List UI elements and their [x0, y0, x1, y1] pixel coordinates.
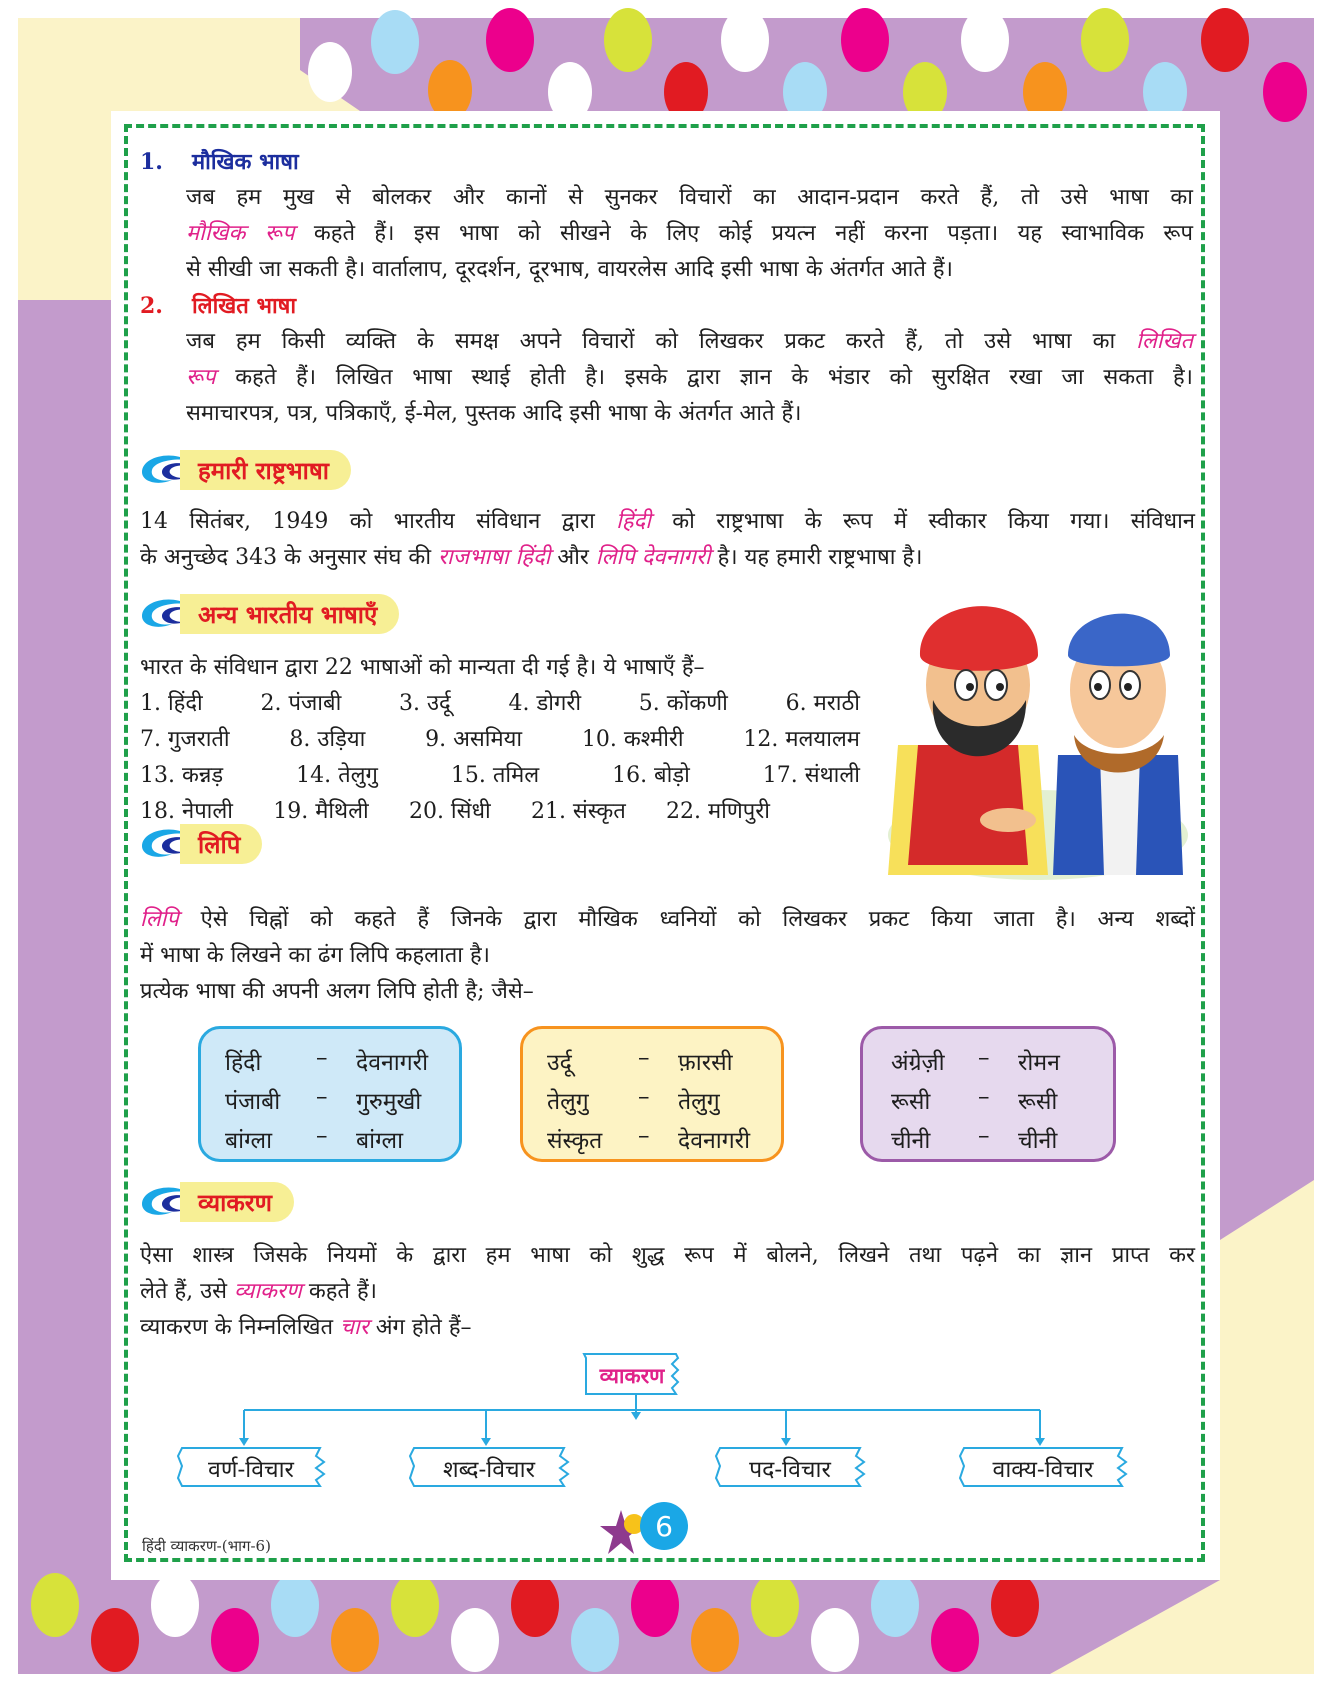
section2-line3: समाचारपत्र, पत्र, पत्रिकाएँ, ई-मेल, पुस्तक आदि इसी भाषा के अंतर्गत आते हैं। — [186, 401, 802, 426]
heading-other-label: अन्य भारतीय भाषाएँ — [180, 594, 399, 634]
section1-heading — [140, 144, 1195, 181]
language-item: 2. पंजाबी — [260, 691, 342, 716]
script-box-2: उर्दू – फ़ारसी तेलुगु – तेलुगु संस्कृत – देवनागरी — [520, 1026, 784, 1162]
section2-title: लिखित भाषा — [191, 293, 297, 319]
language-item: 12. मलयालम — [743, 727, 860, 752]
language-item: 6. मराठी — [785, 691, 860, 716]
grammar-line1: ऐसा शास्त्र जिसके नियमों के द्वारा हम भाषा को शुद्ध रूप में बोलने, लिखने तथा पढ़ने का ज्ञान प्राप्त कर — [140, 1243, 1195, 1268]
languages-row-3 — [140, 758, 860, 794]
tree-child-3: पद-विचार — [749, 1457, 831, 1483]
section1-line1: जब हम मुख से बोलकर और कानों से सुनकर विचारों का आदान-प्रदान करते हैं, तो उसे भाषा का — [186, 185, 1193, 210]
tree-child-1: वर्ण-विचार — [208, 1457, 294, 1483]
script-box-1: हिंदी – देवनागरी पंजाबी – गुरुमुखी बांग्ला – बांग्ला — [198, 1026, 462, 1162]
grammar-line2: लेते हैं, उसे व्याकरण कहते हैं। — [140, 1279, 377, 1304]
language-item: 18. नेपाली — [140, 799, 233, 824]
heading-grammar-label: व्याकरण — [180, 1182, 294, 1222]
language-item: 7. गुजराती — [140, 727, 230, 752]
section1-line2: मौखिक रूप कहते हैं। इस भाषा को सीखने के लिए कोई प्रयत्न नहीं करना पड़ता। यह स्वाभाविक रूप — [186, 221, 1194, 246]
heading-national-label: हमारी राष्ट्रभाषा — [180, 450, 351, 490]
languages-row-1 — [140, 686, 860, 722]
grammar-line3: व्याकरण के निम्नलिखित चार अंग होते हैं– — [140, 1315, 472, 1340]
turbaned-men-illustration — [878, 585, 1190, 885]
oral-form-highlight: मौखिक रूप — [186, 221, 295, 246]
language-item: 17. संथाली — [762, 763, 860, 788]
section2-line1: जब हम किसी व्यक्ति के समक्ष अपने विचारों को लिखकर प्रकट करते हैं, तो उसे भाषा का लिखित — [186, 329, 1193, 354]
language-item: 16. बोड़ो — [612, 763, 690, 788]
language-item: 22. मणिपुरी — [666, 799, 770, 824]
section2-heading — [140, 288, 1195, 325]
language-item: 13. कन्नड़ — [140, 763, 224, 788]
language-item: 8. उड़िया — [289, 727, 366, 752]
section1-number: 1. — [140, 149, 163, 175]
tree-child-2: शब्द-विचार — [443, 1457, 535, 1483]
other-intro: भारत के संविधान द्वारा 22 भाषाओं को मान्यता दी गई है। ये भाषाएँ हैं– — [140, 655, 705, 680]
language-item: 15. तमिल — [450, 763, 540, 788]
page-number: 6 — [640, 1502, 688, 1550]
tree-root: व्याकरण — [599, 1363, 665, 1388]
heading-script-label: लिपि — [180, 824, 262, 864]
language-item: 10. कश्मीरी — [581, 727, 684, 752]
script-line3: प्रत्येक भाषा की अपनी अलग लिपि होती है; जैसे– — [140, 979, 534, 1004]
heading-other-languages — [138, 592, 399, 636]
tree-child-4: वाक्य-विचार — [992, 1457, 1094, 1483]
section2-number: 2. — [140, 293, 163, 319]
language-item: 3. उर्दू — [399, 691, 451, 716]
language-item: 20. सिंधी — [408, 799, 491, 824]
languages-row-2 — [140, 722, 860, 758]
heading-grammar — [138, 1180, 294, 1224]
written-highlight: लिखित — [1136, 329, 1193, 354]
language-item: 4. डोगरी — [508, 691, 582, 716]
language-item: 5. कोंकणी — [638, 691, 728, 716]
section1-title: मौखिक भाषा — [191, 149, 299, 175]
heading-national-language — [138, 448, 351, 492]
script-box-3: अंग्रेज़ी – रोमन रूसी – रूसी चीनी – चीनी — [860, 1026, 1116, 1162]
language-item: 14. तेलुगु — [296, 763, 378, 788]
script-line1: लिपि ऐसे चिह्नों को कहते हैं जिनके द्वारा मौखिक ध्वनियों को लिखकर प्रकट किया जाता है। अन्य शब्दों — [140, 907, 1195, 932]
national-line2: के अनुच्छेद 343 के अनुसार संघ की राजभाषा हिंदी और लिपि देवनागरी है। यह हमारी राष्ट्रभाषा है। — [140, 545, 923, 570]
national-line1: 14 सितंबर, 1949 को भारतीय संविधान द्वारा हिंदी को राष्ट्रभाषा के रूप में स्वीकार किया गया। संविधान — [140, 509, 1195, 534]
section1-line3: से सीखी जा सकती है। वार्तालाप, दूरदर्शन, दूरभाष, वायरलेस आदि इसी भाषा के अंतर्गत आते हैं। — [186, 257, 953, 282]
heading-script — [138, 822, 262, 866]
language-item: 9. असमिया — [425, 727, 523, 752]
language-item: 1. हिंदी — [140, 691, 203, 716]
language-item: 21. संस्कृत — [530, 799, 626, 824]
section2-line2: रूप कहते हैं। लिखित भाषा स्थाई होती है। इसके द्वारा ज्ञान के भंडार को सुरक्षित रखा जा सकता है। — [186, 365, 1194, 390]
script-line2: में भाषा के लिखने का ढंग लिपि कहलाता है। — [140, 943, 491, 968]
language-item: 19. मैथिली — [273, 799, 369, 824]
star-icon — [598, 1508, 644, 1558]
footer-book-title: हिंदी व्याकरण-(भाग-6) — [142, 1537, 271, 1555]
